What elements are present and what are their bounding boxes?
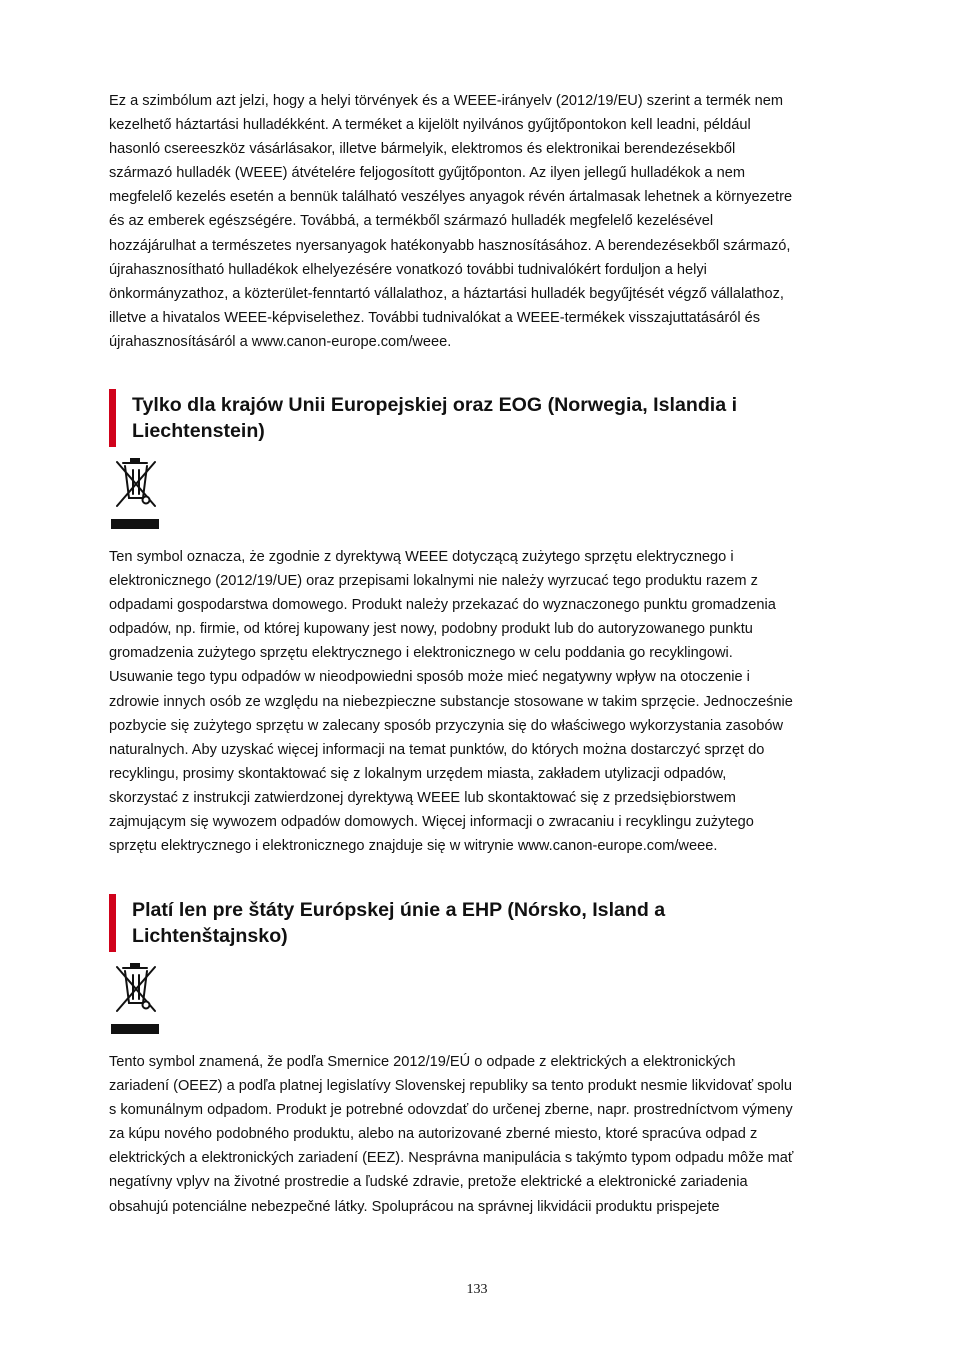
paragraph-polish: Ten symbol oznacza, że zgodnie z dyrektywą WEEE dotyczącą zużytego sprzętu elektrycznego i elektronicznego (2012/19/UE) oraz przepisami lokalnymi nie należy wyrzucać tego produktu razem z odpadami gospodarstwa domowego. Produkt należy przekazać do wyznaczonego punktu gromadzenia odpadów, np. firmie, od której kupowany jest nowy, podobny produkt lub do autoryzowanego punktu gromadzenia zużytego sprzętu elektrycznego i elektronicznego w celu poddania go recyklingowi. Usuwanie tego typu odpadów w nieodpowiedni sposób może mieć negatywny wpływ na otoczenie i zdrowie innych osób ze względu na niebezpieczne substancje stosowane w takim sprzęcie. Jednocześnie pozbycie się zużytego sprzętu w zalecany sposób przyczynia się do właściwego wykorzystania zasobów naturalnych. Aby uzyskać więcej informacji na temat punktów, do których można dostarczyć sprzęt do recyklingu, prosimy skontaktować się z lokalnym urzędem miasta, zakładem utylizacji odpadów, skorzystać z instrukcji zatwierdzonej dyrektywą WEEE lub skontaktować się z przedsiębiorstwem zajmującym się wywozem odpadów domowych. Więcej informacji o zwracaniu i recyklingu zużytego sprzętu elektrycznego i elektronicznego znajduje się w witrynie www.canon-europe.com/weee. (109, 549, 793, 855)
heading-polish (109, 389, 859, 447)
heading-slovak (109, 894, 859, 952)
weee-bin-icon (109, 456, 163, 530)
paragraph-hungarian: Ez a szimbólum azt jelzi, hogy a helyi törvények és a WEEE-irányelv (2012/19/EU) szerint a termék nem kezelhető háztartási hulladékként. A terméket a kijelölt nyilvános gyűjtőpontokon kell leadni, például hasonló csereeszköz vásárlásakor, illetve bármelyik, elektromos és elektronikai berendezésekből származó hulladék (WEEE) átvételére feljogosított gyűjtőponton. Az ilyen jellegű hulladékok a nem megfelelő kezelés esetén a bennük található veszélyes anyagok révén ártalmasak lehetnek a környezetre és az emberek egészségére. Továbbá, a termékből származó hulladék megfelelő kezelésével hozzájárulhat a természetes nyersanyagok hatékonyabb hasznosításához. A berendezésekből származó, újrahasznosítható hulladékok elhelyezésére vonatkozó további tudnivalókért forduljon a helyi önkormányzathoz, a közterület-fenntartó vállalathoz, a háztartási hulladék begyűjtését végző vállalathoz, illetve a hivatalos WEEE-képviselethez. További tudnivalókat a WEEE-termékek visszajuttatásáról és újrahasznosításáról a www.canon-europe.com/weee. (109, 93, 793, 350)
page-number: 133 (466, 1282, 488, 1297)
weee-bin-icon (109, 961, 163, 1035)
heading-slovak-text: Platí len pre štáty Európskej únie a EHP (Nórsko, Island a Lichtenštajnsko) (132, 899, 666, 947)
heading-polish-text: Tylko dla krajów Unii Europejskiej oraz EOG (Norwegia, Islandia i Liechtenstein) (132, 394, 738, 442)
paragraph-slovak: Tento symbol znamená, že podľa Smernice 2012/19/EÚ o odpade z elektrických a elektronických zariadení (OEEZ) a podľa platnej legislatívy Slovenskej republiky sa tento produkt nesmie likvidovať spolu s komunálnym odpadom. Produkt je potrebné odovzdať do určenej zberne, napr. prostredníctvom výmeny za kúpu nového podobného produktu, alebo na autorizované zberné miesto, ktoré spracúva odpad z elektrických a elektronických zariadení (EEZ). Nesprávna manipulácia s takýmto typom odpadu môže mať negatívny vplyv na životné prostredie a ľudské zdravie, pretože elektrické a elektronické zariadenia obsahujú potenciálne nebezpečné látky. Spoluprácou na správnej likvidácii produktu prispejete (109, 1054, 794, 1215)
